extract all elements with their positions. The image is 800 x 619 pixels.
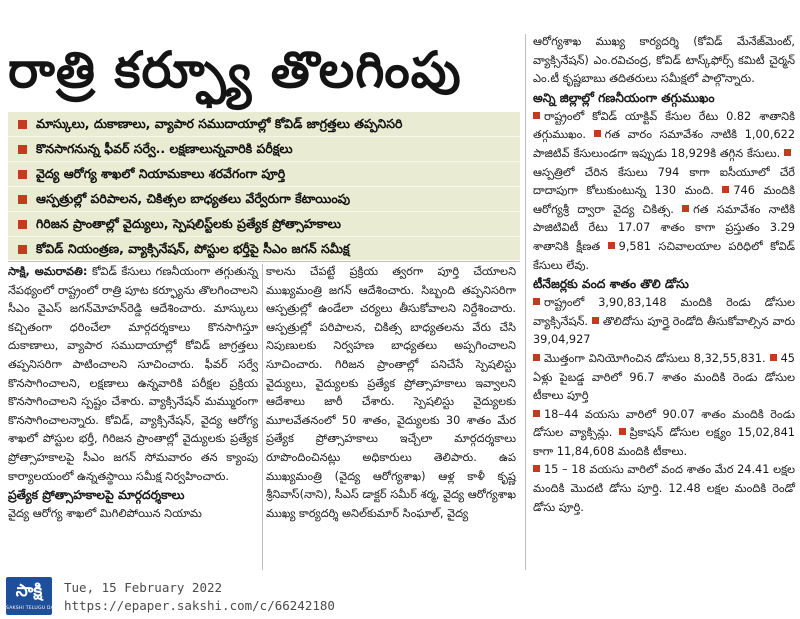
column-divider: [525, 34, 526, 570]
stat-text: గత వారం సమావేశం నాటికి 1,00,622 పాజిటివ్ కేసులుండగా ఇప్పుడు 18,929కి తగ్గిన కేసులు.: [533, 128, 796, 160]
highlight-text: గిరిజన ప్రాంతాల్లో వైద్యులు, స్పెషలిస్ట్‌లకు ప్రత్యేక ప్రోత్సాహకాలు: [36, 216, 341, 231]
bullet-square-icon: [533, 112, 540, 119]
stat-text: రాష్ట్రంలో 3,90,83,148 మందికి రెండు డోసుల వ్యాక్సినేషన్.: [533, 296, 795, 328]
highlights-box: [8, 112, 520, 260]
bullet-square-icon: [533, 298, 540, 305]
article-column-left: [8, 263, 258, 570]
publication-date: Tue, 15 February 2022: [64, 580, 223, 595]
highlight-text: కొనసాగనున్న ఫీవర్ సర్వే.. లక్షణాలున్నవారికి పరీక్షలు: [36, 141, 293, 156]
highlight-item: [8, 212, 520, 237]
bullet-square-icon: [682, 205, 689, 212]
epaper-link[interactable]: https://epaper.sakshi.com/c/66242180: [64, 598, 335, 613]
stat-paragraph: [533, 461, 795, 517]
article-column-right: [533, 33, 795, 570]
highlight-text: ఆస్పత్రుల్లో పరిపాలన, చికిత్సల బాధ్యతలు వేర్వేరుగా కేటాయింపు: [36, 191, 351, 206]
stat-text: 18–44 వయసు వారిలో 90.07 శాతం మందికి రెండు డోసుల వ్యాక్సిన్లు.: [533, 407, 795, 440]
column-divider: [262, 264, 263, 570]
bullet-square-icon: [594, 130, 601, 137]
stat-paragraph: [533, 294, 795, 350]
bullet-square-icon: [18, 120, 27, 129]
section-divider: [8, 261, 520, 262]
highlight-text: కోవిడ్ నియంత్రణ, వ్యాక్సినేషన్, పోస్టుల భర్తీపై సీఎం జగన్ సమీక్ష: [36, 241, 350, 256]
subheading: ప్రత్యేక ప్రోత్సాహకాలపై మార్గదర్శకాలు: [8, 488, 185, 503]
subheading: అన్ని జిల్లాల్లో గణనీయంగా తగ్గుముఖం: [533, 90, 715, 105]
highlight-item: [8, 137, 520, 162]
sakshi-logo[interactable]: [6, 577, 61, 615]
body-text: కోవిడ్ కేసులు గణనీయంగా తగ్గుతున్న నేపథ్యంలో రాష్ట్రంలో రాత్రి పూట కర్ఫ్యూను తొలగించాలని సీఎం వైఎస్ జగన్‌మోహన్‌రెడ్డి ఆదేశించారు. మాస్కులు కచ్చితంగా ధరించేలా మార్గదర్శకాలు కొనసాగిస్తూ దుకాణాలు, వ్యాపార సముదాయాల్లో కోవిడ్ జాగ్రత్తలు తప్పనిసరిగా పాటించాలని సూచించారు. ఫీవర్ సర్వే కొనసాగించాలని, లక్షణాలు ఉన్నవారికి పరీక్షల ప్రక్రియ కొనసాగించాలని స్పష్టం చేశారు. వ్యాక్సినేషన్ మమ్మురంగా కొనసాగించాలన్నారు. కోవిడ్, వ్యాక్సినేషన్, వైద్య ఆరోగ్య శాఖలో పోస్టుల భర్తీ, గిరిజన ప్రాంతాల్లో వైద్యులకు ప్రత్యేక ప్రోత్సాహకాలపై సీఎం జగన్ సోమవారం తన క్యాంపు కార్యాలయంలో ఉన్నతస్థాయి సమీక్ష నిర్వహించారు.: [8, 265, 258, 483]
bullet-square-icon: [533, 465, 540, 472]
headline: రాత్రి కర్ఫ్యూ తొలగింపు: [8, 40, 462, 99]
paragraph: [8, 263, 258, 486]
bullet-square-icon: [592, 317, 599, 324]
dateline: సాక్షి, అమరావతి:: [8, 265, 88, 278]
bullet-square-icon: [770, 354, 777, 361]
stat-text: 45 ఏళ్లు పైబడ్డ వారిలో 96.7 శాతం మందికి రెండు డోసుల టీకాలు పూర్తి: [533, 351, 795, 403]
stat-text: 9,581 సచివాలయాల పరిధిలో కోవిడ్ కేసులు లేవు.: [533, 239, 796, 272]
bullet-square-icon: [619, 428, 626, 435]
stat-text: తొలిదోసు పూర్తై రెండోది తీసుకోవాల్సిన వారు 39,04,927: [533, 314, 795, 347]
logo-text: సాక్షి: [15, 581, 43, 601]
stat-text: ప్రికాషన్ డోసుల లక్ష్యం 15,02,841 కాగా 11,84,608 మందికి టీకాలు.: [533, 426, 795, 458]
highlight-item: [8, 162, 520, 187]
stat-paragraph: [533, 406, 795, 462]
article-column-middle: [266, 263, 516, 570]
logo-caption: SAKSHI TELUGU DAILY: [6, 606, 61, 611]
bullet-square-icon: [608, 242, 615, 249]
bullet-square-icon: [18, 220, 27, 229]
stat-text: రాష్ట్రంలో కోవిడ్ యాక్టివ్ కేసుల రేటు 0.82 శాతానికి తగ్గుముఖం.: [533, 109, 795, 142]
highlight-item: [8, 237, 520, 262]
bullet-square-icon: [18, 170, 27, 179]
stat-text: 746 మందికి ఆరోగ్యశ్రీ ద్వారా వైద్య చికిత్స.: [533, 184, 795, 216]
stat-text: గత సమావేశం నాటికి పాజిటివిటీ రేటు 17.07 శాతం కాగా ప్రస్తుతం 3.29 శాతానికి క్షీణత: [533, 202, 795, 253]
bullet-square-icon: [533, 410, 540, 417]
highlight-item: [8, 112, 520, 137]
highlight-text: మాస్కులు, దుకాణాలు, వ్యాపార సముదాయాల్లో కోవిడ్ జాగ్రత్తలు తప్పనిసరి: [36, 116, 403, 131]
bullet-square-icon: [18, 245, 27, 254]
stat-text: మొత్తంగా వినియోగించిన డోసులు 8,32,55,831.: [544, 351, 766, 365]
stat-paragraph: [533, 350, 795, 406]
stat-text: 15 – 18 వయసు వారిలో వంద శాతం మేర 24.41 లక్షల మందికి మొదటి డోసు పూర్తి. 12.48 లక్షల మందికి రెండో డోసు పూర్తి.: [533, 463, 795, 514]
stat-text: ఆస్పత్రిలో చేరిన కేసులు 794 కాగా ఐసీయూలో చేరే దాదాపుగా కోలుకుంటున్న 130 మంది.: [533, 165, 795, 198]
body-text: ఆరోగ్యశాఖ ముఖ్య కార్యదర్శి (కోవిడ్ మేనేజ్‌మెంట్, వ్యాక్సినేషన్) ఎం.రవిచంద్ర, కోవిడ్ టాస్క్‌ఫోర్స్ కమిటీ చైర్మన్ ఎం.టీ కృష్ణబాబు తదితరులు సమీక్షలో పాల్గొన్నారు.: [533, 35, 795, 86]
bullet-square-icon: [722, 186, 729, 193]
highlight-text: వైద్య ఆరోగ్య శాఖలో నియామకాలు శరవేగంగా పూర్తి: [36, 166, 286, 181]
body-text: కాలను చేపట్టే ప్రక్రియ త్వరగా పూర్తి చేయాలని ముఖ్యమంత్రి జగన్ ఆదేశించారు. సిబ్బంది తప్పనిసరిగా ఆస్పత్రుల్లో ఉండేలా చర్యలు తీసుకోవాలని నిర్దేశించారు. ఆస్పత్రుల్లో పరిపాలన, చికిత్స బాధ్యతలను వేరు చేసి నిపుణులకు నిర్వహణ బాధ్యతలు అప్పగించాలని సూచించారు. గిరిజన ప్రాంతాల్లో పనిచేసే స్పెషలిస్టు వైద్యులు, వైద్యులకు ప్రత్యేక ప్రోత్సాహకాలు ఇవ్వాలని ఆదేశాలు జారీ చేశారు. స్పెషలిస్టు వైద్యులకు మూలవేతనంలో 50 శాతం, వైద్యులకు 30 శాతం మేర ప్రత్యేక ప్రోత్సాహకాలు ఇచ్చేలా మార్గదర్శకాలు రూపొందించినట్లు అధికారులు తెలిపారు. ఉప ముఖ్యమంత్రి (వైద్య ఆరోగ్యశాఖ) ఆళ్ల కాళీ కృష్ణ శ్రీనివాస్(నాని), సీఎస్ డాక్టర్ సమీర్ శర్మ, వైద్య ఆరోగ్యశాఖ ముఖ్య కార్యదర్శి అనిల్‌కుమార్ సింఘాల్, వైద్య: [266, 265, 516, 520]
bullet-square-icon: [18, 145, 27, 154]
highlight-item: [8, 187, 520, 212]
bullet-square-icon: [533, 354, 540, 361]
subheading: టీనేజర్లకు వంద శాతం తొలి డోసు: [533, 277, 689, 292]
bullet-square-icon: [18, 195, 27, 204]
body-text: వైద్య ఆరోగ్య శాఖలో మిగిలిపోయిన నియామ: [8, 507, 202, 521]
bullet-square-icon: [784, 149, 791, 156]
stat-paragraph: [533, 108, 795, 275]
